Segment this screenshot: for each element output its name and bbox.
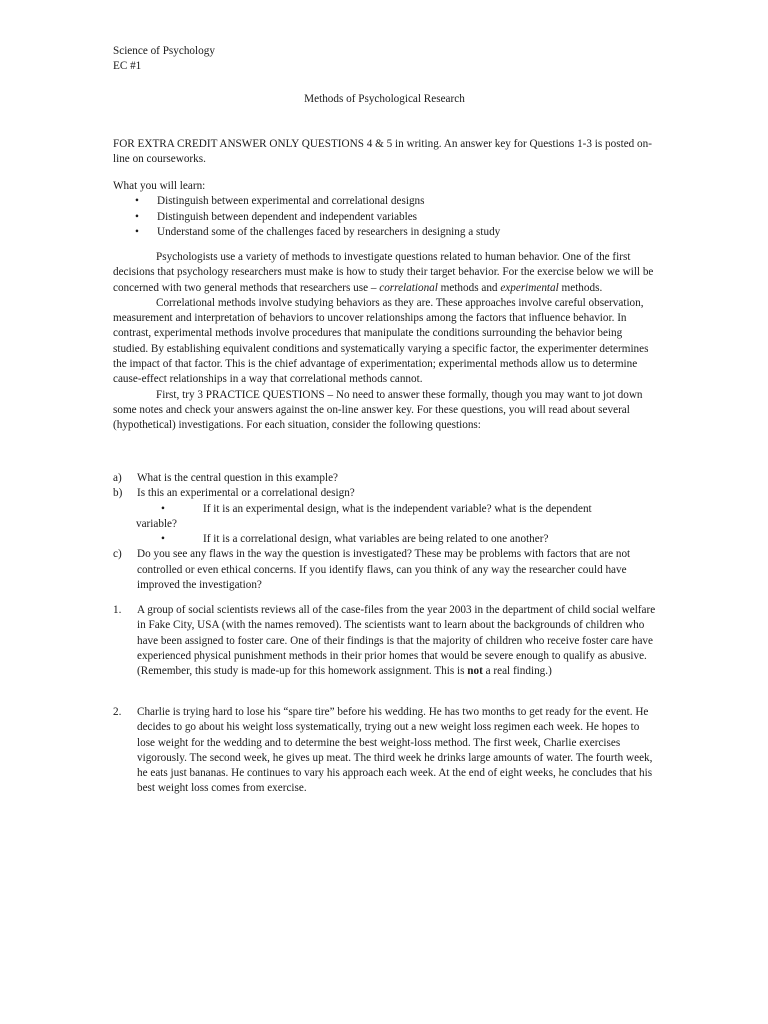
bullet-icon: •	[135, 210, 139, 223]
learn-list	[113, 194, 656, 240]
extra-credit-number: EC #1	[113, 60, 142, 73]
practice-question-2	[113, 705, 656, 797]
intro-paragraph: Psychologists use a variety of methods to investigate questions related to human behavior. One of the first decisions that psychology researchers must make is how to study their target behavior. For the exercise below we will be concerned with two general methods that researchers use – correlational methods and experimental methods.	[113, 251, 654, 294]
practice-paragraph: First, try 3 PRACTICE QUESTIONS – No need to answer these formally, though you may want to jot down some notes and check your answers against the on-line answer key. For these questions, you will read about several (hypothetical) investigations. For each situation, consider the following questions:	[113, 388, 643, 432]
list-item: • Distinguish between experimental and correlational designs	[113, 194, 656, 209]
list-item: • Distinguish between dependent and independent variables	[113, 210, 656, 225]
correlational-term: correlational	[379, 281, 438, 294]
bullet-icon: •	[135, 195, 139, 208]
document-title: Methods of Psychological Research	[304, 93, 465, 105]
not-emphasis: not	[467, 665, 483, 678]
methods-paragraph: Correlational methods involve studying behaviors as they are. These approaches involve careful observation, measurement and interpretation of behaviors to uncover relationships among the factors that influence behavior. In contrast, experimental methods involve procedures that manipulate the conditions surrounding the behavior being studied. By establishing equivalent conditions and systematically varying a specific factor, the experimenter determines the impact of that factor. This is the chief advantage of experimentation; experimental methods allow us to determine cause-effect relationships in a way that correlational methods cannot.	[113, 296, 649, 386]
question-a: a) What is the central question in this example?	[113, 472, 339, 484]
experimental-term: experimental	[500, 281, 559, 294]
bullet-icon: •	[161, 502, 165, 515]
body-text	[113, 250, 656, 434]
list-item: • Understand some of the challenges faced by researchers in designing a study	[113, 225, 656, 240]
instructions: FOR EXTRA CREDIT ANSWER ONLY QUESTIONS 4 & 5 in writing. An answer key for Questions 1-3 is posted on-line on courseworks.	[113, 138, 652, 166]
practice-question-1	[113, 603, 656, 679]
course-name: Science of Psychology	[113, 45, 215, 57]
question-b-sub2: • If it is a correlational design, what variables are being related to one another?	[113, 532, 656, 547]
bullet-icon: •	[161, 533, 165, 546]
list-item: 2. Charlie is trying hard to lose his “spare tire” before his wedding. He has two months to get ready for the event. He decides to go about his weight loss systematically, trying out a new weight loss regimen each week. He hopes to lose weight for the wedding and to determine the best weight-loss method. The first week, Charlie exercises vigorously. The second week, he gives up meat. The third week he drinks large amounts of water. The fourth week, he eats just bananas. He continues to vary his approach each week. At the end of eight weeks, he concludes that his best weight loss comes from exercise.	[113, 706, 653, 795]
learning-objectives	[113, 179, 656, 240]
list-item: 1. A group of social scientists reviews all of the case-files from the year 2003 in the department of child social welfare in Fake City, USA (with the names removed). The scientists want to learn about the backgrounds of children who have been assigned to foster care. One of their findings is that the majority of children who receive foster care have experienced physical punishment methods in their prior homes that would be severe enough to qualify as abusive. (Remember, this study is made-up for this homework assignment. This is not a real finding.)	[113, 604, 656, 678]
consider-questions	[113, 471, 656, 593]
question-b-sub1: • If it is an experimental design, what is the independent variable? what is the dependent variable?	[136, 502, 592, 530]
question-c: c) Do you see any flaws in the way the question is investigated? These may be problems with factors that are not controlled or even ethical concerns. If you identify flaws, can you think of any way the researcher could have improved the investigation?	[113, 548, 631, 592]
learn-heading: What you will learn:	[113, 180, 206, 192]
header-block	[113, 44, 656, 75]
question-b: b) Is this an experimental or a correlational design?	[113, 487, 355, 500]
bullet-icon: •	[135, 225, 139, 238]
